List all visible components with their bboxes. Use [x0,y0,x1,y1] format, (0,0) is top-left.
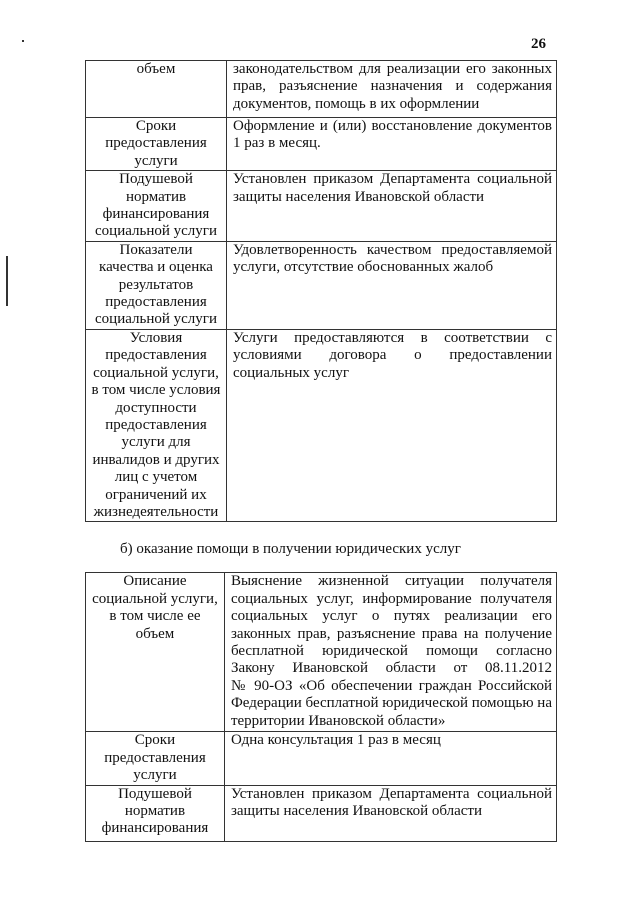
text-line: Описание [123,573,187,590]
parameter-cell [86,573,225,732]
text-line: Сроки [134,732,176,749]
text-line: предоставления [105,347,207,364]
text-line: Подушевой [118,785,192,802]
table-row [86,573,557,732]
table-row [86,171,557,242]
services-table-continued [85,60,557,522]
parameter-cell [86,732,225,785]
text-line: финансирования [101,820,209,837]
text-line: Одна консультация 1 раз в месяц [230,732,441,749]
parameter-cell [86,785,225,841]
text-line: социальной услуги [95,311,217,328]
parameter-cell [86,241,227,329]
text-line: Оформление и (или) восстановление документов [233,118,552,134]
text-line: финансирования [102,206,210,223]
text-line: норматив [124,802,186,819]
legal-services-table [85,572,557,841]
description-cell [227,61,557,118]
text-line: услуги [133,767,177,784]
text-line: предоставления [105,135,207,152]
text-line: защиты населения Ивановской области [230,802,483,819]
text-line: законных прав, разъяснение права на получение [230,625,552,642]
text-line: в том числе ее [109,608,201,625]
text-line: 1 раз в месяц. [233,135,321,152]
text-line: доступности [115,399,197,416]
text-line: Установлен приказом Департамента социальной [230,785,552,802]
text-line: в том числе условия [91,382,221,399]
text-line: объем [135,625,175,642]
text-line: Условия [129,329,183,346]
text-line: результатов [118,276,194,293]
table-row [86,329,557,521]
text-line: Удовлетворенность качеством предоставляемой [233,241,552,258]
table-row [86,241,557,329]
description-cell [224,573,556,732]
text-line: Показатели [119,241,193,258]
text-line: документов, помощь в их оформлении [233,95,480,112]
scan-artifact-dot [22,40,24,42]
document-body [85,60,557,842]
text-line: предоставления [105,416,207,433]
text-line: Подушевой [119,171,193,188]
description-cell [224,732,556,785]
parameter-cell [86,118,227,171]
text-line: Установлен приказом Департамента социальной [233,171,552,188]
text-line: прав, разъяснение назначения и содержания [233,78,552,95]
section-heading: б) оказание помощи в получении юридических услуг [120,541,461,558]
table-row [86,61,557,118]
text-line: инвалидов и других [92,451,220,468]
text-line: Закону Ивановской области от 08.11.2012 [230,660,552,677]
table-row [86,785,557,841]
text-line: законодательством для реализации его законных [233,61,552,77]
text-line: условиями договора о предоставлении [233,347,552,364]
text-line: защиты населения Ивановской области [233,188,485,205]
text-line: предоставления [105,294,207,311]
text-line: Выяснение жизненной ситуации получателя [230,573,552,590]
description-cell [227,171,557,242]
scan-artifact-mark [6,256,8,306]
text-line: предоставления [104,749,206,766]
text-line: социальных услуг, информирование получателя [230,590,552,607]
text-line: социальной услуги, [92,590,218,607]
description-cell [227,329,557,521]
parameter-cell [86,171,227,242]
text-line: Федерации бесплатной юридической помощью на [230,695,552,712]
text-line: услуги для [121,434,191,451]
text-line: качества и оценка [99,259,213,276]
description-cell [227,118,557,171]
text-line: № 90-ОЗ «Об обеспечении граждан Российской [230,677,552,694]
description-cell [224,785,556,841]
description-cell [227,241,557,329]
text-line: социальной услуги [95,223,217,240]
page-number: 26 [531,36,546,52]
text-line: Услуги предоставляются в соответствии с [233,329,552,346]
text-line: ограничений их [105,486,207,503]
text-line: объем [136,61,176,77]
text-line: лиц с учетом [114,469,198,486]
text-line: Сроки [135,118,177,134]
parameter-cell [86,61,227,118]
text-line: жизнедеятельности [93,503,219,520]
text-line: услуги [134,152,178,169]
text-line: норматив [125,188,187,205]
text-line: территории Ивановской области» [230,712,446,729]
text-line: бесплатной юридической помощи согласно [230,642,552,659]
table-row [86,118,557,171]
parameter-cell [86,329,227,521]
table-row [86,732,557,785]
text-line: социальной услуги, [93,364,219,381]
text-line: услуги, отсутствие обоснованных жалоб [233,259,494,276]
text-line: социальных услуг о путях реализации его [230,608,552,625]
text-line: социальных услуг [233,364,349,381]
